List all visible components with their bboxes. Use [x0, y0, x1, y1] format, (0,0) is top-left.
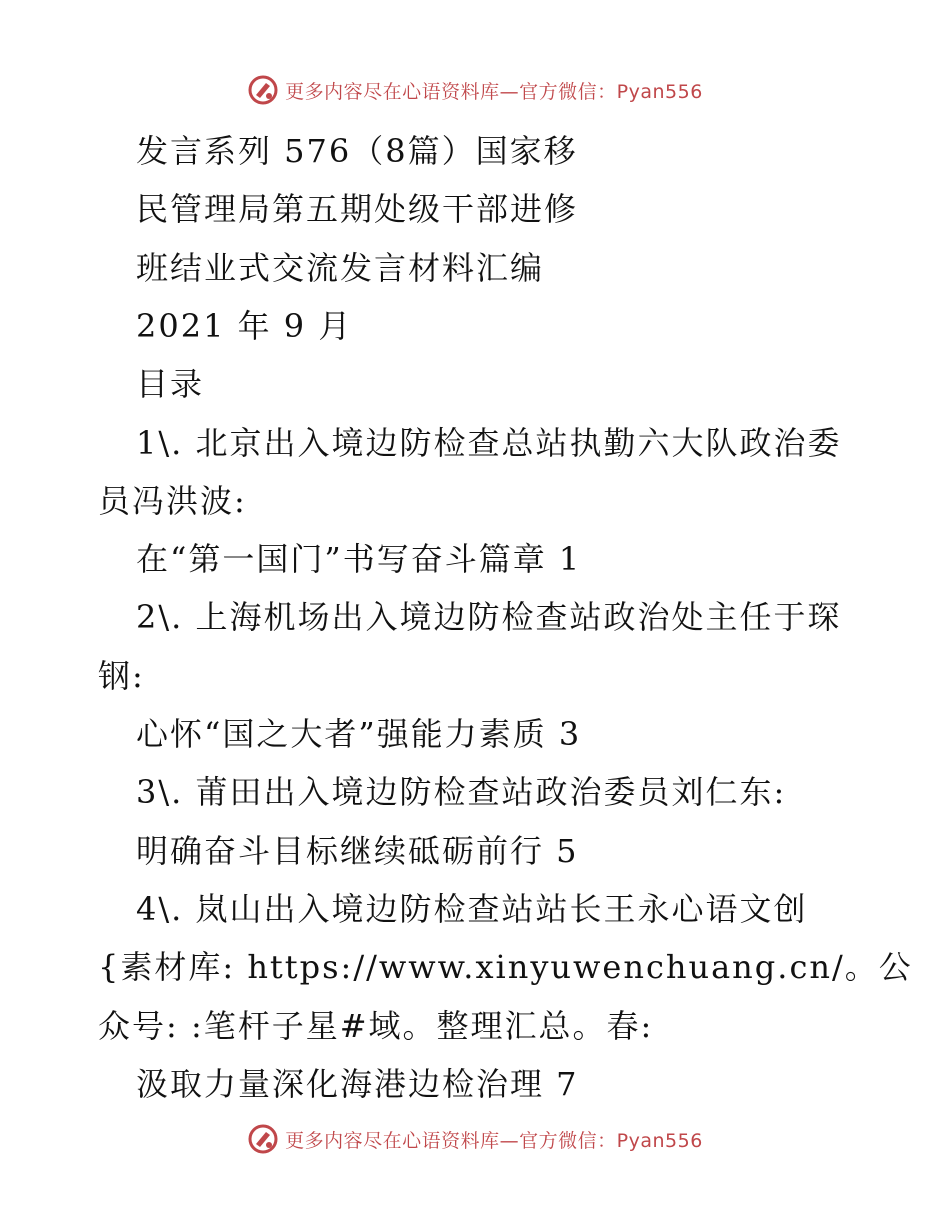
document-line: 4\. 岚山出入境边防检查站站长王永心语文创 [136, 889, 808, 928]
document-line: 心怀“国之大者”强能力素质 3 [136, 715, 582, 753]
document-line: 2021 年 9 月 [136, 306, 353, 345]
document-line: {素材库: https://www.xinyuwenchuang.cn/。公 [98, 948, 913, 987]
document-line: 众号: :笔杆子星#域。整理汇总。春: [98, 1006, 654, 1045]
brand-logo-icon [247, 74, 279, 106]
document-line: 民管理局第五期处级干部进修 [136, 190, 579, 229]
document-line: 3\. 莆田出入境边防检查站政治委员刘仁东: [136, 773, 787, 812]
brand-logo-icon [247, 1123, 279, 1155]
watermark-text: 更多内容尽在心语资料库—官方微信：Pyan556 [285, 80, 703, 103]
document-line: 发言系列 576（8篇）国家移 [136, 132, 578, 170]
header-watermark-banner [0, 72, 950, 108]
document-line: 钢: [98, 656, 145, 695]
watermark-text: 更多内容尽在心语资料库—官方微信：Pyan556 [285, 1129, 703, 1152]
document-line: 明确奋斗目标继续砥砺前行 5 [136, 831, 579, 870]
document-line: 1\. 北京出入境边防检查总站执勤六大队政治委 [136, 423, 842, 462]
document-line: 员冯洪波: [98, 481, 247, 520]
document-line: 目录 [136, 365, 205, 404]
document-line: 汲取力量深化海港边检治理 7 [136, 1064, 579, 1103]
footer-watermark-banner [0, 1121, 950, 1157]
document-line: 在“第一国门”书写奋斗篇章 1 [136, 540, 582, 579]
document-line: 班结业式交流发言材料汇编 [136, 248, 545, 287]
document-line: 2\. 上海机场出入境边防检查站政治处主任于琛 [136, 598, 842, 637]
